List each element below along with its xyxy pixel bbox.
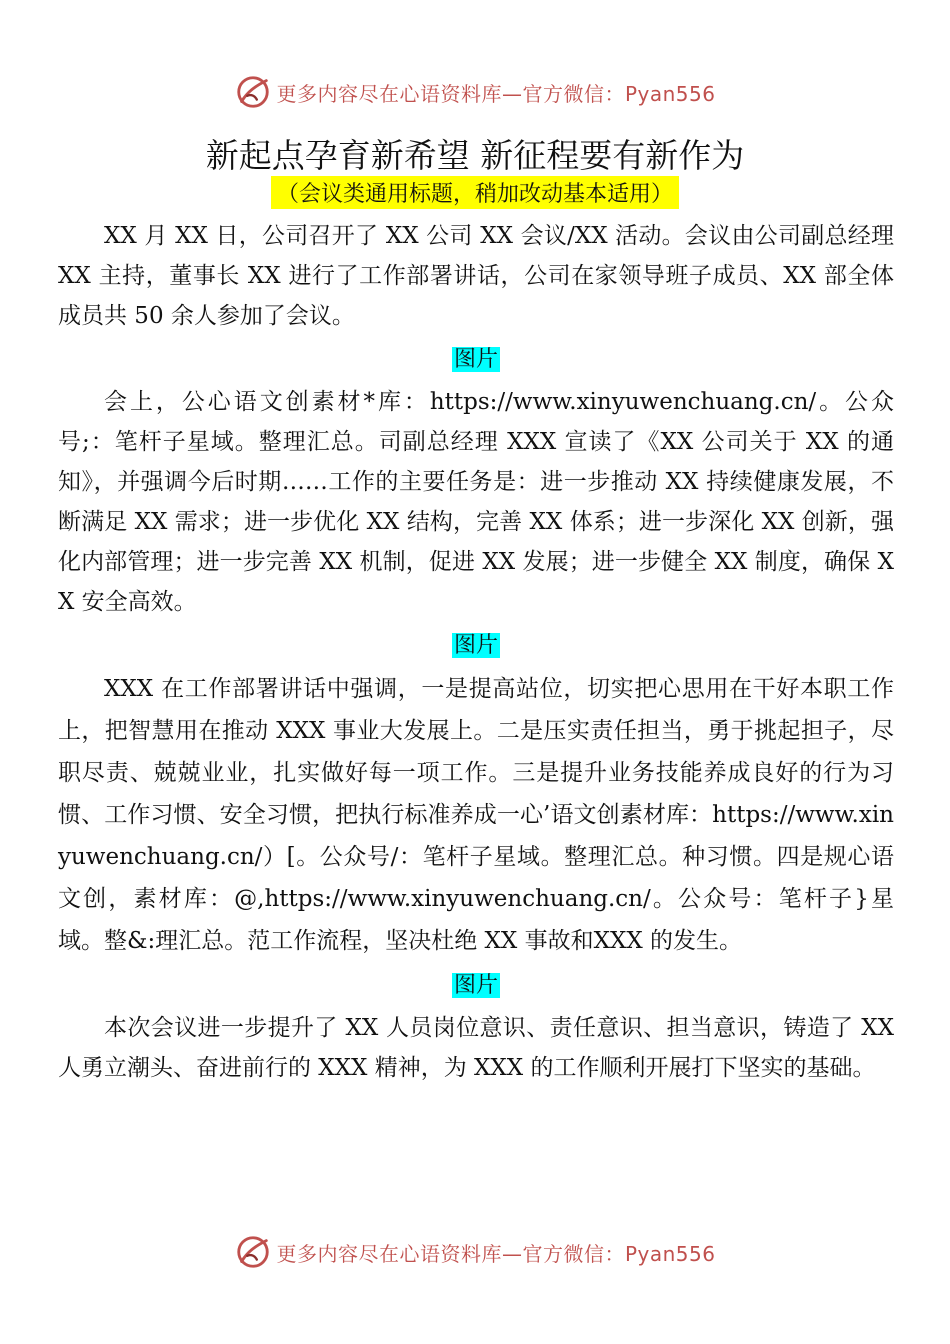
header-banner-text: 更多内容尽在心语资料库—官方微信：Pyan556 bbox=[276, 81, 716, 106]
brand-logo-icon bbox=[234, 1233, 272, 1271]
document-body bbox=[58, 216, 894, 1088]
paragraph-4: 本次会议进一步提升了 XX 人员岗位意识、责任意识、担当意识，铸造了 XX 人勇立潮头、奋进前行的 XXX 精神，为 XXX 的工作顺利开展打下坚实的基础。 bbox=[58, 1015, 894, 1081]
figure-label: 图片 bbox=[453, 973, 498, 998]
subtitle-container bbox=[0, 176, 950, 209]
figure-placeholder-1 bbox=[58, 340, 894, 378]
footer-banner-text: 更多内容尽在心语资料库—官方微信：Pyan556 bbox=[276, 1241, 716, 1266]
paragraph-3: XXX 在工作部署讲话中强调，一是提高站位，切实把心思用在干好本职工作上，把智慧用在推动 XXX 事业大发展上。二是压实责任担当，勇于挑起担子，尽职尽责、兢兢业业，扎实做好每一项工作。三是提升业务技能养成良好的行为习惯、工作习惯、安全习惯，把执行标准养成一心’语文创素材库：https://www.xinyuwenchuang.cn/）[。公众号/：笔杆子星域。整理汇总。种习惯。四是规心语文创，素材库：@,https://www.xinyuwenchuang.cn/。公众号：笔杆子}星域。整&:理汇总。范工作流程，坚决杜绝 XX 事故和XXX 的发生。 bbox=[58, 676, 894, 954]
document-title: 新起点孕育新希望 新征程要有新作为 bbox=[205, 136, 745, 175]
header-banner bbox=[0, 70, 950, 114]
figure-placeholder-2 bbox=[58, 626, 894, 664]
figure-placeholder-3 bbox=[58, 966, 894, 1004]
document-subtitle: （会议类通用标题，稍加改动基本适用） bbox=[271, 176, 679, 209]
paragraph-1: XX 月 XX 日，公司召开了 XX 公司 XX 会议/XX 活动。会议由公司副总经理 XX 主持，董事长 XX 进行了工作部署讲话，公司在家领导班子成员、XX 部全体成员共 50 余人参加了会议。 bbox=[58, 223, 894, 329]
figure-label: 图片 bbox=[453, 347, 498, 372]
figure-label: 图片 bbox=[453, 633, 498, 658]
footer-banner bbox=[0, 1230, 950, 1274]
paragraph-2: 会上，公心语文创素材*库：https://www.xinyuwenchuang.cn/。公众号;：笔杆子星域。整理汇总。司副总经理 XXX 宣读了《XX 公司关于 XX 的通知》，并强调今后时期……工作的主要任务是：进一步推动 XX 持续健康发展，不断满足 XX 需求；进一步优化 XX 结构，完善 XX 体系；进一步深化 XX 创新，强化内部管理；进一步完善 XX 机制，促进 XX 发展；进一步健全 XX 制度，确保 XX 安全高效。 bbox=[58, 389, 894, 615]
brand-logo-icon bbox=[234, 73, 272, 111]
